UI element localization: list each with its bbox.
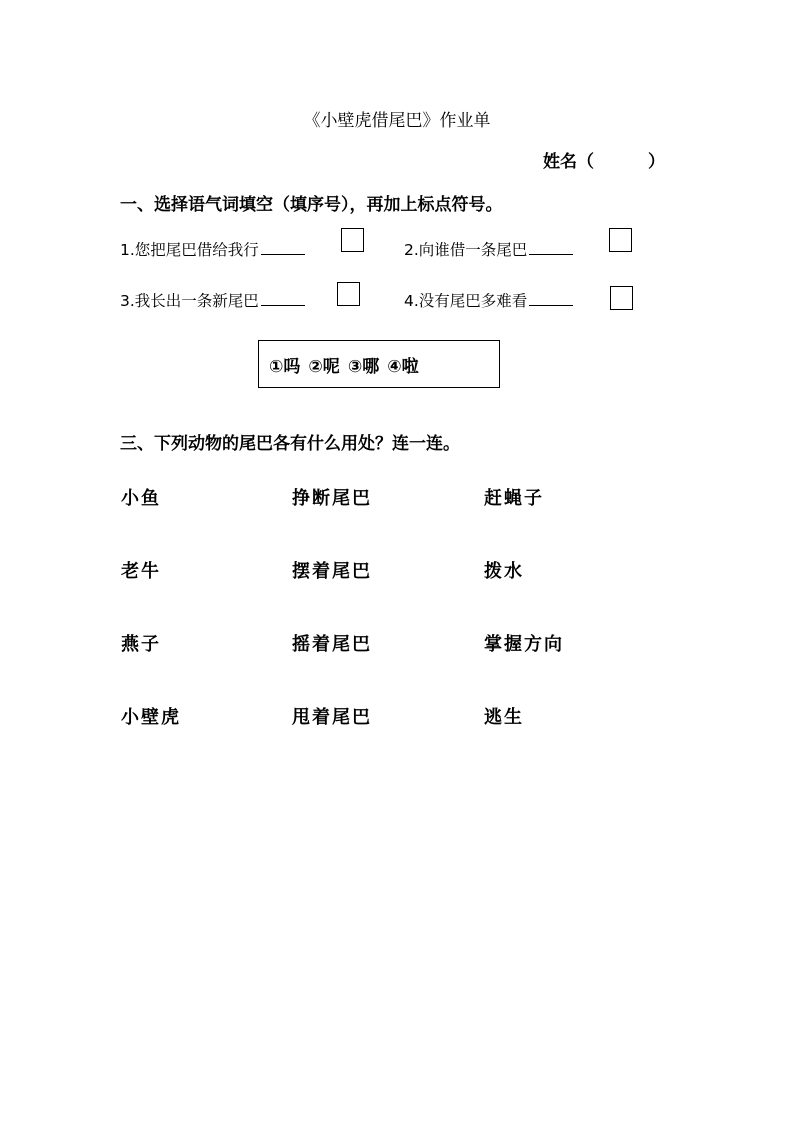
section1-heading: 一、选择语气词填空（填序号），再加上标点符号。 — [120, 195, 503, 215]
fill-item-2-text: 2.向谁借一条尾巴 — [404, 241, 528, 259]
use-4[interactable]: 逃生 — [484, 707, 524, 728]
fill-item-3 — [120, 289, 305, 311]
option-4: ④啦 — [387, 356, 419, 377]
option-1: ①吗 — [269, 356, 301, 377]
fill-item-1-text: 1.您把尾巴借给我行 — [120, 241, 259, 259]
action-2[interactable]: 摆着尾巴 — [292, 561, 372, 582]
answer-box-1[interactable] — [341, 228, 364, 252]
fill-item-1 — [120, 238, 305, 260]
animal-1[interactable]: 小鱼 — [121, 488, 161, 509]
answer-box-4[interactable] — [610, 286, 633, 310]
action-3[interactable]: 摇着尾巴 — [292, 634, 372, 655]
action-4[interactable]: 甩着尾巴 — [292, 707, 372, 728]
name-paren-close: ） — [648, 152, 665, 172]
options-box — [258, 340, 500, 388]
use-2[interactable]: 拨水 — [484, 561, 524, 582]
animal-2[interactable]: 老牛 — [121, 561, 161, 582]
action-1[interactable]: 挣断尾巴 — [292, 488, 372, 509]
section3-heading: 三、下列动物的尾巴各有什么用处？连一连。 — [120, 434, 460, 454]
page-title: 《小壁虎借尾巴》作业单 — [303, 111, 491, 131]
option-3: ③哪 — [347, 356, 380, 377]
animal-3[interactable]: 燕子 — [121, 634, 161, 655]
fill-item-3-text: 3.我长出一条新尾巴 — [120, 292, 259, 310]
animal-4[interactable]: 小壁虎 — [121, 707, 181, 728]
fill-blank-3[interactable] — [261, 291, 305, 306]
fill-item-4 — [404, 289, 573, 311]
answer-box-3[interactable] — [337, 282, 360, 306]
fill-blank-2[interactable] — [529, 240, 573, 255]
option-2: ②呢 — [308, 356, 340, 377]
use-1[interactable]: 赶蝇子 — [484, 488, 544, 509]
answer-box-2[interactable] — [609, 228, 632, 252]
name-label: 姓名（ — [543, 152, 594, 172]
name-field[interactable] — [543, 147, 665, 172]
use-3[interactable]: 掌握方向 — [484, 634, 564, 655]
fill-blank-1[interactable] — [261, 240, 305, 255]
fill-item-4-text: 4.没有尾巴多难看 — [404, 292, 528, 310]
fill-blank-4[interactable] — [529, 291, 573, 306]
fill-item-2 — [404, 238, 573, 260]
